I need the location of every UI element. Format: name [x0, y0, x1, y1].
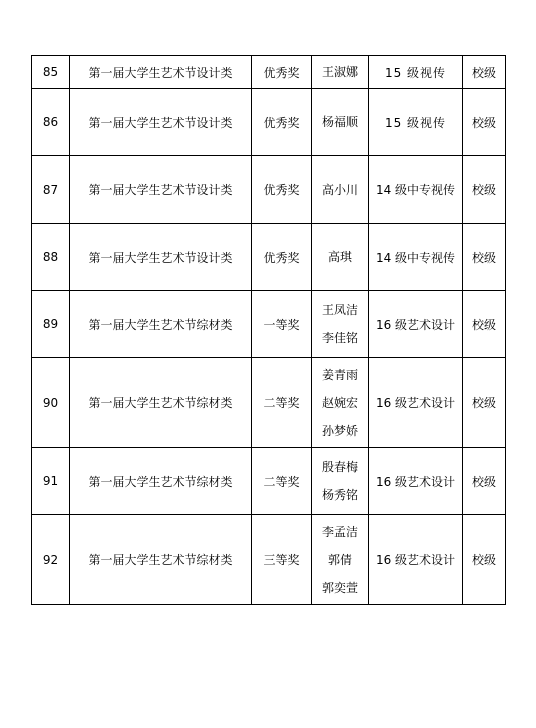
table-row	[32, 448, 506, 515]
class-name: 15 级视传	[369, 56, 463, 89]
row-number: 89	[32, 291, 70, 358]
class-name: 14 级中专视传	[369, 224, 463, 291]
table-row	[32, 156, 506, 224]
winner-name: 孙梦娇	[321, 423, 358, 438]
winner-name: 王淑娜	[321, 65, 358, 79]
winner-name: 杨福顺	[321, 115, 358, 129]
award-scope: 校级	[463, 89, 506, 156]
winner-cell	[312, 291, 369, 358]
table-row	[32, 515, 506, 605]
row-number: 85	[32, 56, 70, 89]
winner-cell	[312, 56, 369, 89]
awards-table	[31, 55, 506, 605]
row-number: 92	[32, 515, 70, 605]
winner-name: 高琪	[327, 250, 352, 264]
class-name: 15 级视传	[369, 89, 463, 156]
winner-name: 李孟洁	[321, 524, 358, 539]
class-name: 16 级艺术设计	[369, 448, 463, 515]
event-name: 第一届大学生艺术节设计类	[70, 89, 252, 156]
class-name: 16 级艺术设计	[369, 515, 463, 605]
table-row	[32, 291, 506, 358]
award-level: 二等奖	[252, 358, 312, 448]
row-number: 90	[32, 358, 70, 448]
winner-name: 殷春梅	[321, 460, 358, 474]
event-name: 第一届大学生艺术节综材类	[70, 448, 252, 515]
award-scope: 校级	[463, 515, 506, 605]
award-level: 一等奖	[252, 291, 312, 358]
award-scope: 校级	[463, 156, 506, 224]
winner-name: 姜青雨	[321, 367, 358, 382]
award-scope: 校级	[463, 291, 506, 358]
row-number: 91	[32, 448, 70, 515]
event-name: 第一届大学生艺术节综材类	[70, 358, 252, 448]
event-name: 第一届大学生艺术节综材类	[70, 515, 252, 605]
award-scope: 校级	[463, 224, 506, 291]
table-row	[32, 89, 506, 156]
winner-cell	[312, 515, 369, 605]
event-name: 第一届大学生艺术节设计类	[70, 56, 252, 89]
award-scope: 校级	[463, 448, 506, 515]
table-row	[32, 358, 506, 448]
table-row	[32, 56, 506, 89]
winner-cell	[312, 224, 369, 291]
winner-name: 王凤洁	[321, 303, 358, 317]
row-number: 88	[32, 224, 70, 291]
award-scope: 校级	[463, 358, 506, 448]
winner-name: 李佳铭	[321, 331, 358, 345]
winner-cell	[312, 89, 369, 156]
award-level: 优秀奖	[252, 224, 312, 291]
class-name: 16 级艺术设计	[369, 358, 463, 448]
class-name: 14 级中专视传	[369, 156, 463, 224]
award-scope: 校级	[463, 56, 506, 89]
event-name: 第一届大学生艺术节综材类	[70, 291, 252, 358]
table-row	[32, 224, 506, 291]
winner-name: 郭奕萱	[321, 580, 358, 595]
winner-name: 郭倩	[327, 552, 352, 567]
winner-cell	[312, 358, 369, 448]
winner-name: 高小川	[321, 182, 358, 197]
award-level: 优秀奖	[252, 56, 312, 89]
winner-cell	[312, 448, 369, 515]
row-number: 87	[32, 156, 70, 224]
winner-name: 杨秀铭	[321, 488, 358, 502]
event-name: 第一届大学生艺术节设计类	[70, 224, 252, 291]
award-level: 优秀奖	[252, 156, 312, 224]
award-level: 优秀奖	[252, 89, 312, 156]
event-name: 第一届大学生艺术节设计类	[70, 156, 252, 224]
row-number: 86	[32, 89, 70, 156]
award-level: 二等奖	[252, 448, 312, 515]
winner-name: 赵婉宏	[321, 395, 358, 410]
winner-cell	[312, 156, 369, 224]
award-level: 三等奖	[252, 515, 312, 605]
class-name: 16 级艺术设计	[369, 291, 463, 358]
